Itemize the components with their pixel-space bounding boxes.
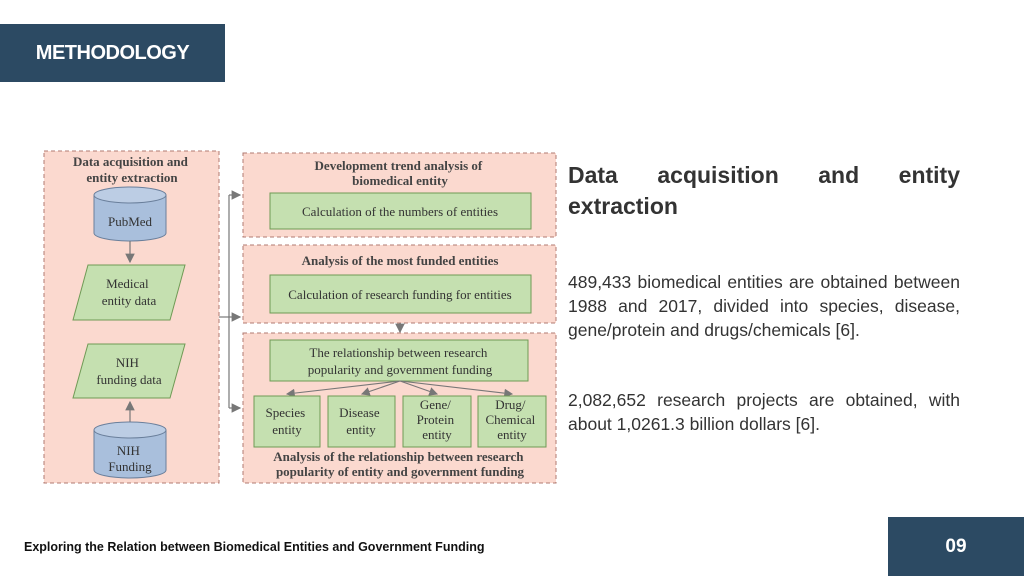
section-tag: METHODOLOGY bbox=[0, 24, 225, 82]
svg-text:NIH Funding: NIH Funding bbox=[108, 443, 152, 474]
svg-text:NIH funding data: NIH funding data bbox=[96, 355, 162, 387]
pubmed-database bbox=[94, 187, 166, 241]
svg-text:Drug/ Chemical ent: Drug/ Chemical entity bbox=[485, 397, 536, 442]
most-funded-panel bbox=[243, 245, 556, 323]
left-panel-title-line1: Data acquisition and bbox=[72, 154, 188, 169]
funded-box-label: Calculation of research funding for entities bbox=[288, 287, 512, 302]
paragraph-entities: 489,433 biomedical entities are obtained between 1988 and 2017, divided into species, disease, gene/protein and drugs/chemicals [6]. bbox=[568, 272, 960, 340]
nih-funding-data bbox=[73, 344, 185, 398]
svg-text:Analysis of the relationship b: Analysis of the relationship between research popularity of entity and government funding bbox=[273, 449, 525, 479]
relationship-panel bbox=[243, 333, 556, 483]
content-heading bbox=[568, 160, 960, 222]
connector-bracket bbox=[219, 195, 240, 408]
svg-text:Medical entity data: Medical entity data bbox=[101, 276, 157, 308]
paragraph-projects: 2,082,652 research projects are obtained, with about 1,0261.3 billion dollars [6]. bbox=[568, 390, 960, 434]
heading-line2: extraction bbox=[568, 193, 678, 219]
svg-text:Disease entity: Disease entity bbox=[339, 405, 380, 437]
footer-title: Exploring the Relation between Biomedical Entities and Government Funding bbox=[24, 540, 485, 554]
left-panel-title-line2: entity extraction bbox=[86, 170, 178, 185]
svg-text:Data acquisition and ent bbox=[73, 154, 191, 185]
svg-text:Species entity: Species entity bbox=[265, 405, 306, 437]
trend-analysis-panel bbox=[243, 153, 556, 237]
page-number: 09 bbox=[888, 517, 1024, 576]
nih-funding-database bbox=[94, 422, 166, 478]
trend-box-label: Calculation of the numbers of entities bbox=[301, 204, 499, 219]
svg-text:Analysis of the most funded en: Analysis of the most funded entities bbox=[301, 253, 499, 268]
svg-text:Development trend analysis of: Development trend analysis of biomedical entity bbox=[314, 158, 483, 188]
svg-text:Gene/ Protein enti: Gene/ Protein entity bbox=[416, 397, 455, 442]
heading-line1: Data acquisition and entity bbox=[568, 162, 960, 188]
medical-entity-data bbox=[73, 265, 185, 320]
svg-text:The relationship between resea: The relationship between research popularity and government funding bbox=[307, 345, 493, 377]
pubmed-label: PubMed bbox=[107, 214, 153, 229]
